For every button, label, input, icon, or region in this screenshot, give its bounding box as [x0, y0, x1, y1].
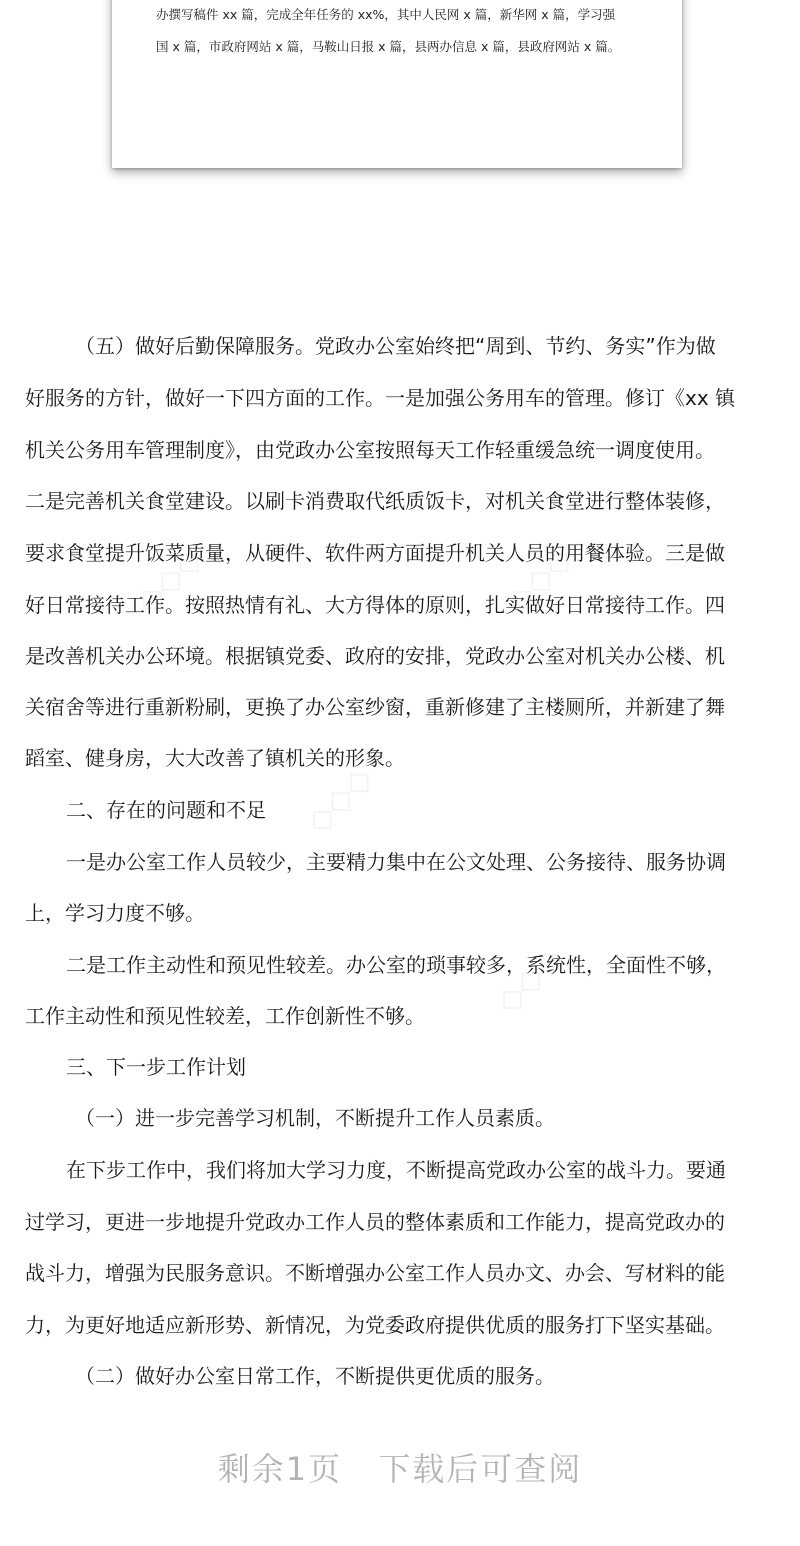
subheading-daily-work: （二）做好办公室日常工作，不断提供更优质的服务。	[75, 1364, 555, 1388]
previous-page-card	[112, 0, 682, 168]
paragraph-line: 好日常接待工作。按照热情有礼、大方得体的原则，扎实做好日常接待工作。四	[25, 593, 725, 617]
download-prompt[interactable]	[0, 1449, 800, 1489]
remaining-pages-label: 剩余1页	[217, 1450, 343, 1488]
paragraph-line: 一是办公室工作人员较少，主要精力集中在公文处理、公务接待、服务协调	[66, 850, 726, 874]
previous-page-line: 国 x 篇，市政府网站 x 篇，马鞍山日报 x 篇，县两办信息 x 篇，县政府网站 x 篇。	[156, 39, 621, 54]
paragraph-line: （五）做好后勤保障服务。党政办公室始终把“周到、节约、务实”作为做	[75, 334, 716, 358]
paragraph-line: 二是工作主动性和预见性较差。办公室的琐事较多，系统性，全面性不够，	[66, 953, 726, 977]
previous-page-line: 办撰写稿件 xx 篇，完成全年任务的 xx%，其中人民网 x 篇，新华网 x 篇，学习强	[156, 7, 616, 22]
paragraph-line: 二是完善机关食堂建设。以刷卡消费取代纸质饭卡，对机关食堂进行整体装修，	[25, 489, 725, 513]
paragraph-line: 过学习，更进一步地提升党政办工作人员的整体素质和工作能力，提高党政办的	[25, 1210, 725, 1234]
download-hint-label: 下载后可查阅	[378, 1450, 583, 1488]
paragraph-line: 关宿舍等进行重新粉刷，更换了办公室纱窗，重新修建了主楼厕所，并新建了舞	[25, 695, 725, 719]
section-heading-next-steps: 三、下一步工作计划	[66, 1055, 246, 1079]
paragraph-line: 机关公务用车管理制度》，由党政办公室按照每天工作轻重缓急统一调度使用。	[25, 438, 715, 462]
subheading-learning-mechanism: （一）进一步完善学习机制，不断提升工作人员素质。	[75, 1106, 555, 1130]
paragraph-line: 是改善机关办公环境。根据镇党委、政府的安排，党政办公室对机关办公楼、机	[25, 644, 725, 668]
paragraph-line: 在下步工作中，我们将加大学习力度，不断提高党政办公室的战斗力。要通	[66, 1158, 726, 1182]
paragraph-line: 工作主动性和预见性较差，工作创新性不够。	[25, 1004, 425, 1028]
paragraph-line: 上，学习力度不够。	[25, 901, 205, 925]
paragraph-line: 要求食堂提升饭菜质量，从硬件、软件两方面提升机关人员的用餐体验。三是做	[25, 541, 725, 565]
paragraph-line: 战斗力，增强为民服务意识。不断增强办公室工作人员办文、办会、写材料的能	[25, 1261, 725, 1285]
paragraph-line: 好服务的方针，做好一下四方面的工作。一是加强公务用车的管理。修订《xx 镇	[25, 386, 736, 410]
paragraph-line: 力，为更好地适应新形势、新情况，为党委政府提供优质的服务打下坚实基础。	[25, 1313, 725, 1337]
section-heading-problems: 二、存在的问题和不足	[66, 798, 266, 822]
paragraph-line: 蹈室、健身房，大大改善了镇机关的形象。	[25, 746, 405, 770]
